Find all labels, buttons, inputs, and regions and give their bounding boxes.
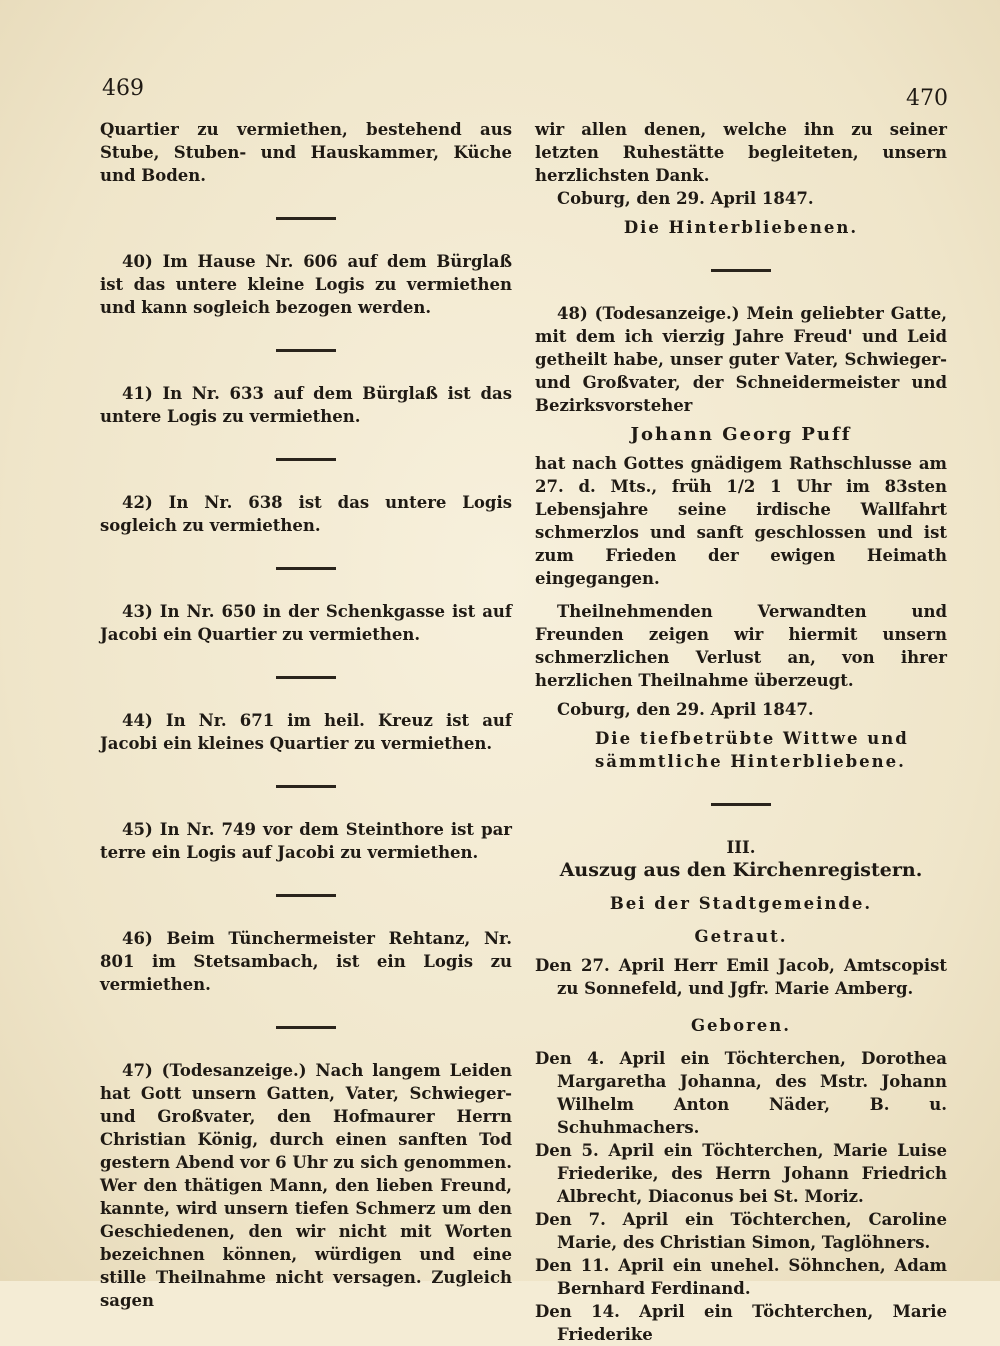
divider-rule [276, 217, 336, 220]
register-entry-born: Den 4. April ein Töchterchen, Dorothea Margaretha Johanna, des Mstr. Johann Wilhelm Anton Näder, B. u. Schuhmachers. [535, 1049, 947, 1137]
continued-ad-text: Quartier zu vermiethen, bestehend aus Stube, Stuben- und Hauskammer, Küche und Boden. [100, 120, 512, 185]
death-notice-48-intro: 48) (Todesanzeige.) Mein geliebter Gatte, mit dem ich vierzig Jahre Freud' und Leid getheilt habe, unser guter Vater, Schwieger- und Großvater, der Schneidermeister und Bezirksvorsteher [535, 304, 947, 415]
notice-signature-1: Die Hinterbliebenen. [623, 218, 859, 237]
continued-notice-text: wir allen denen, welche ihn zu seiner letzten Ruhestätte begleiteten, unsern herzlichsten Dank. [535, 120, 947, 185]
death-notice-47: 47) (Todesanzeige.) Nach langem Leiden hat Gott unsern Gatten, Vater, Schwieger- und Großvater, den Hofmaurer Herrn Christian König, durch einen sanften Tod gestern Abend vor 6 Uhr zu sich genommen. Wer den thätigen Mann, den lieben Freund, kannte, wird unsern tiefen Schmerz um den Geschiedenen, den wir nicht mit Worten bezeichnen können, würdigen und eine stille Theilnahme nicht versagen. Zugleich sagen [100, 1061, 512, 1310]
notice-date-2: Coburg, den 29. April 1847. [557, 700, 814, 719]
left-column [100, 118, 512, 1312]
notice-signature-2: Die tiefbetrübte Wittwe und sämmtliche Hinterbliebene. [595, 729, 909, 771]
ad-46: 46) Beim Tünchermeister Rehtanz, Nr. 801 im Stetsambach, ist ein Logis zu vermiethen. [100, 929, 512, 994]
married-heading: Getraut. [694, 927, 788, 946]
page-number-right: 470 [906, 86, 948, 111]
death-notice-48-body: hat nach Gottes gnädigem Rathschlusse am 27. d. Mts., früh 1/2 1 Uhr im 83sten Lebensjahre seine irdische Wallfahrt schmerzlos und sanft geschlossen und ist zum Frieden der ewigen Heimath eingegangen. [535, 454, 947, 588]
divider-rule [276, 458, 336, 461]
ad-40: 40) Im Hause Nr. 606 auf dem Bürglaß ist das untere kleine Logis zu vermiethen und kann sogleich bezogen werden. [100, 252, 512, 317]
register-entry-married: Den 27. April Herr Emil Jacob, Amtscopist zu Sonnefeld, und Jgfr. Marie Amberg. [535, 956, 947, 998]
register-entry-born: Den 14. April ein Töchterchen, Marie Friederike [535, 1302, 947, 1344]
page-number-left: 469 [102, 76, 144, 101]
right-column [535, 118, 947, 1346]
divider-rule [276, 1026, 336, 1029]
divider-rule [711, 803, 771, 806]
divider-rule [276, 894, 336, 897]
divider-rule [711, 269, 771, 272]
deceased-name: Johann Georg Puff [630, 424, 852, 445]
notice-date-1: Coburg, den 29. April 1847. [557, 189, 814, 208]
death-notice-48-body-2: Theilnehmenden Verwandten und Freunden zeigen wir hiermit unsern schmerzlichen Verlust an, von ihrer herzlichen Theilnahme überzeugt. [535, 602, 947, 690]
ad-45: 45) In Nr. 749 vor dem Steinthore ist par terre ein Logis auf Jacobi zu vermiethen. [100, 820, 512, 862]
ad-43: 43) In Nr. 650 in der Schenkgasse ist auf Jacobi ein Quartier zu vermiethen. [100, 602, 512, 644]
born-heading: Geboren. [690, 1016, 792, 1035]
register-entry-born: Den 5. April ein Töchterchen, Marie Luise Friederike, des Herrn Johann Friedrich Albrecht, Diaconus bei St. Moriz. [535, 1141, 947, 1206]
ad-44: 44) In Nr. 671 im heil. Kreuz ist auf Jacobi ein kleines Quartier zu vermiethen. [100, 711, 512, 753]
ad-41: 41) In Nr. 633 auf dem Bürglaß ist das untere Logis zu vermiethen. [100, 384, 512, 426]
section-number: III. [726, 838, 756, 857]
divider-rule [276, 676, 336, 679]
divider-rule [276, 349, 336, 352]
section-title: Auszug aus den Kirchenregistern. [559, 859, 923, 881]
register-entry-born: Den 11. April ein unehel. Söhnchen, Adam Bernhard Ferdinand. [535, 1256, 947, 1298]
divider-rule [276, 567, 336, 570]
divider-rule [276, 785, 336, 788]
ad-42: 42) In Nr. 638 ist das untere Logis sogleich zu vermiethen. [100, 493, 512, 535]
subsection-title: Bei der Stadtgemeinde. [609, 894, 873, 913]
register-entry-born: Den 7. April ein Töchterchen, Caroline Marie, des Christian Simon, Taglöhners. [535, 1210, 947, 1252]
